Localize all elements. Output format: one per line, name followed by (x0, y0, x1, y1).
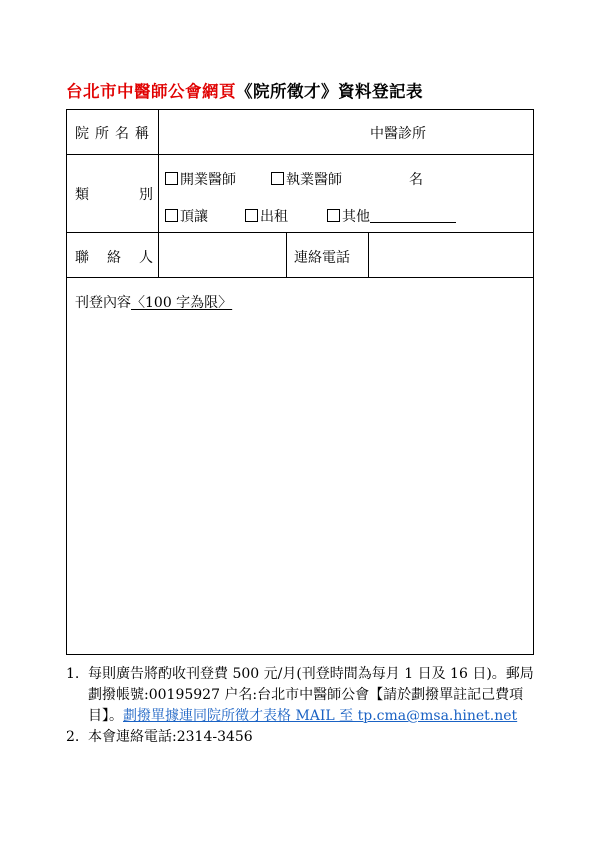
form-title (66, 78, 423, 102)
column-divider (286, 232, 287, 277)
content-field[interactable] (68, 316, 532, 652)
content-limit: 〈100 字為限〉 (131, 295, 233, 311)
note-number: 1. (66, 666, 80, 682)
row-divider (67, 154, 533, 155)
other-blank-line[interactable] (370, 210, 456, 223)
note-2-text: 本會連絡電話:2314-3456 (88, 729, 253, 745)
option-other[interactable] (327, 206, 456, 226)
content-label-text: 刊登內容 (75, 295, 131, 311)
option-label: 執業醫師 (286, 172, 342, 188)
checkbox-icon[interactable] (245, 209, 258, 222)
phone-field[interactable] (369, 233, 533, 276)
option-practice-owner[interactable] (165, 169, 236, 189)
contact-label: 聯 絡 人 (75, 250, 153, 266)
note-2 (66, 727, 536, 748)
checkbox-icon[interactable] (327, 209, 340, 222)
registration-form (66, 109, 534, 655)
mail-link[interactable]: 劃撥單據連同院所徵才表格 MAIL 至 tp.cma@msa.hinet.net (123, 708, 518, 724)
option-label: 頂讓 (180, 209, 208, 225)
notes (66, 664, 536, 748)
option-label: 開業醫師 (180, 172, 236, 188)
note-1-text: 每則廣告將酌收刊登費 500 元/月(刊登時間為每月 1 日及 16 日)。郵局劃撥帳號:00195927 户名:台北市中醫師公會【請於劃撥單註記己費項目】。 (88, 666, 534, 724)
row-divider (67, 277, 533, 278)
title-association: 台北市中醫師公會網頁 (66, 82, 236, 101)
clinic-name-label: 院所名稱 (75, 126, 155, 142)
count-suffix: 名 (409, 172, 423, 188)
title-form-name: 《院所徵才》資料登記表 (236, 82, 423, 101)
content-label (75, 292, 232, 312)
checkbox-icon[interactable] (165, 172, 178, 185)
option-label: 其他 (342, 209, 370, 225)
category-label: 類 別 (75, 187, 153, 203)
checkbox-icon[interactable] (165, 209, 178, 222)
clinic-suffix: 中醫診所 (370, 126, 426, 142)
option-employed-doctor[interactable] (271, 169, 342, 189)
checkbox-icon[interactable] (271, 172, 284, 185)
clinic-name-field[interactable] (159, 111, 533, 153)
option-transfer[interactable] (165, 206, 208, 226)
note-number: 2. (66, 729, 80, 745)
contact-field[interactable] (159, 233, 285, 276)
phone-label: 連絡電話 (294, 250, 350, 266)
note-1 (66, 664, 536, 727)
option-label: 出租 (260, 209, 288, 225)
option-rent[interactable] (245, 206, 288, 226)
